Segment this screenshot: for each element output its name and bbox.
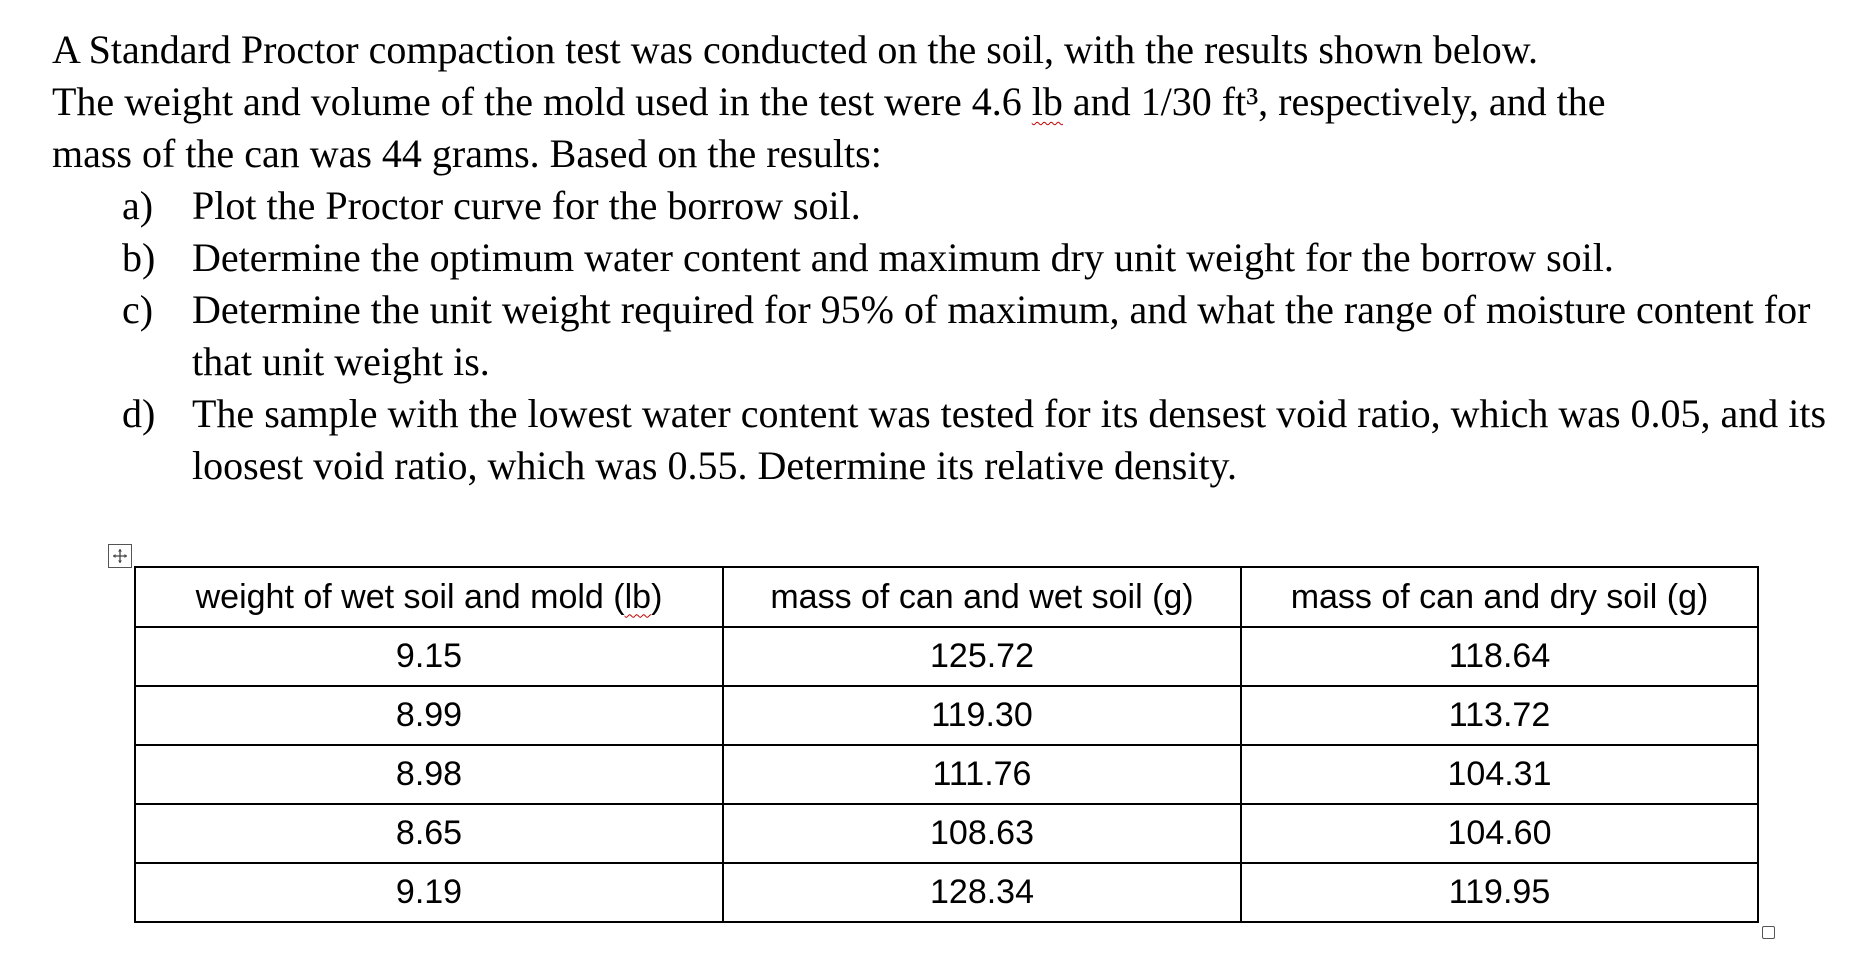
results-table (134, 566, 1759, 923)
intro-unit-lb: lb (1031, 79, 1063, 124)
table-cell: 128.34 (723, 863, 1241, 922)
header-can-dry-soil-mass: mass of can and dry soil (g) (1241, 567, 1758, 627)
part-d-marker: d) (122, 391, 156, 436)
resize-handle-icon[interactable] (1762, 926, 1775, 939)
table-row (135, 686, 1758, 745)
table-row (135, 804, 1758, 863)
header-col1-unit: lb (624, 577, 652, 616)
table-cell: 108.63 (723, 804, 1241, 863)
part-c (122, 284, 1842, 388)
part-c-marker: c) (122, 287, 154, 332)
table-cell: 9.19 (135, 863, 723, 922)
part-b (122, 232, 1842, 284)
table-cell: 8.98 (135, 745, 723, 804)
table-header-row (135, 567, 1758, 627)
intro-line-3: mass of the can was 44 grams. Based on the results: (52, 131, 882, 176)
table-cell: 111.76 (723, 745, 1241, 804)
table-cell: 8.99 (135, 686, 723, 745)
table-cell: 113.72 (1241, 686, 1758, 745)
part-a-text: Plot the Proctor curve for the borrow soil. (192, 183, 861, 228)
intro-line-1: A Standard Proctor compaction test was conducted on the soil, with the results shown below. (52, 27, 1539, 72)
part-a (122, 180, 1842, 232)
part-c-text: Determine the unit weight required for 95% of maximum, and what the range of moisture content for that unit weight is. (192, 287, 1811, 384)
table-row (135, 627, 1758, 686)
table-cell: 125.72 (723, 627, 1241, 686)
part-b-text: Determine the optimum water content and maximum dry unit weight for the borrow soil. (192, 235, 1614, 280)
header-col1-close: ) (651, 577, 663, 616)
part-d (122, 388, 1842, 492)
problem-intro (52, 24, 1842, 180)
intro-line-2a: The weight and volume of the mold used in the test were 4.6 (52, 79, 1032, 124)
intro-line-2b: and 1/30 ft³, respectively, and the (1062, 79, 1606, 124)
part-a-marker: a) (122, 183, 154, 228)
header-wet-soil-mold-weight (135, 567, 723, 627)
table-row (135, 745, 1758, 804)
part-b-marker: b) (122, 235, 156, 280)
table-cell: 119.30 (723, 686, 1241, 745)
table-cell: 8.65 (135, 804, 723, 863)
table-cell: 104.31 (1241, 745, 1758, 804)
part-d-text: The sample with the lowest water content was tested for its densest void ratio, which was 0.05, and its loosest void ratio, which was 0.55. Determine its relative density. (192, 391, 1827, 488)
table-cell: 9.15 (135, 627, 723, 686)
table-row (135, 863, 1758, 922)
header-can-wet-soil-mass: mass of can and wet soil (g) (723, 567, 1241, 627)
problem-parts-list (52, 180, 1842, 492)
table-cell: 118.64 (1241, 627, 1758, 686)
move-icon[interactable] (108, 544, 132, 568)
header-col1-label: weight of wet soil and mold ( (195, 577, 625, 616)
table-cell: 104.60 (1241, 804, 1758, 863)
problem-statement (52, 24, 1842, 492)
move-icon-glyph (112, 548, 128, 564)
table-cell: 119.95 (1241, 863, 1758, 922)
